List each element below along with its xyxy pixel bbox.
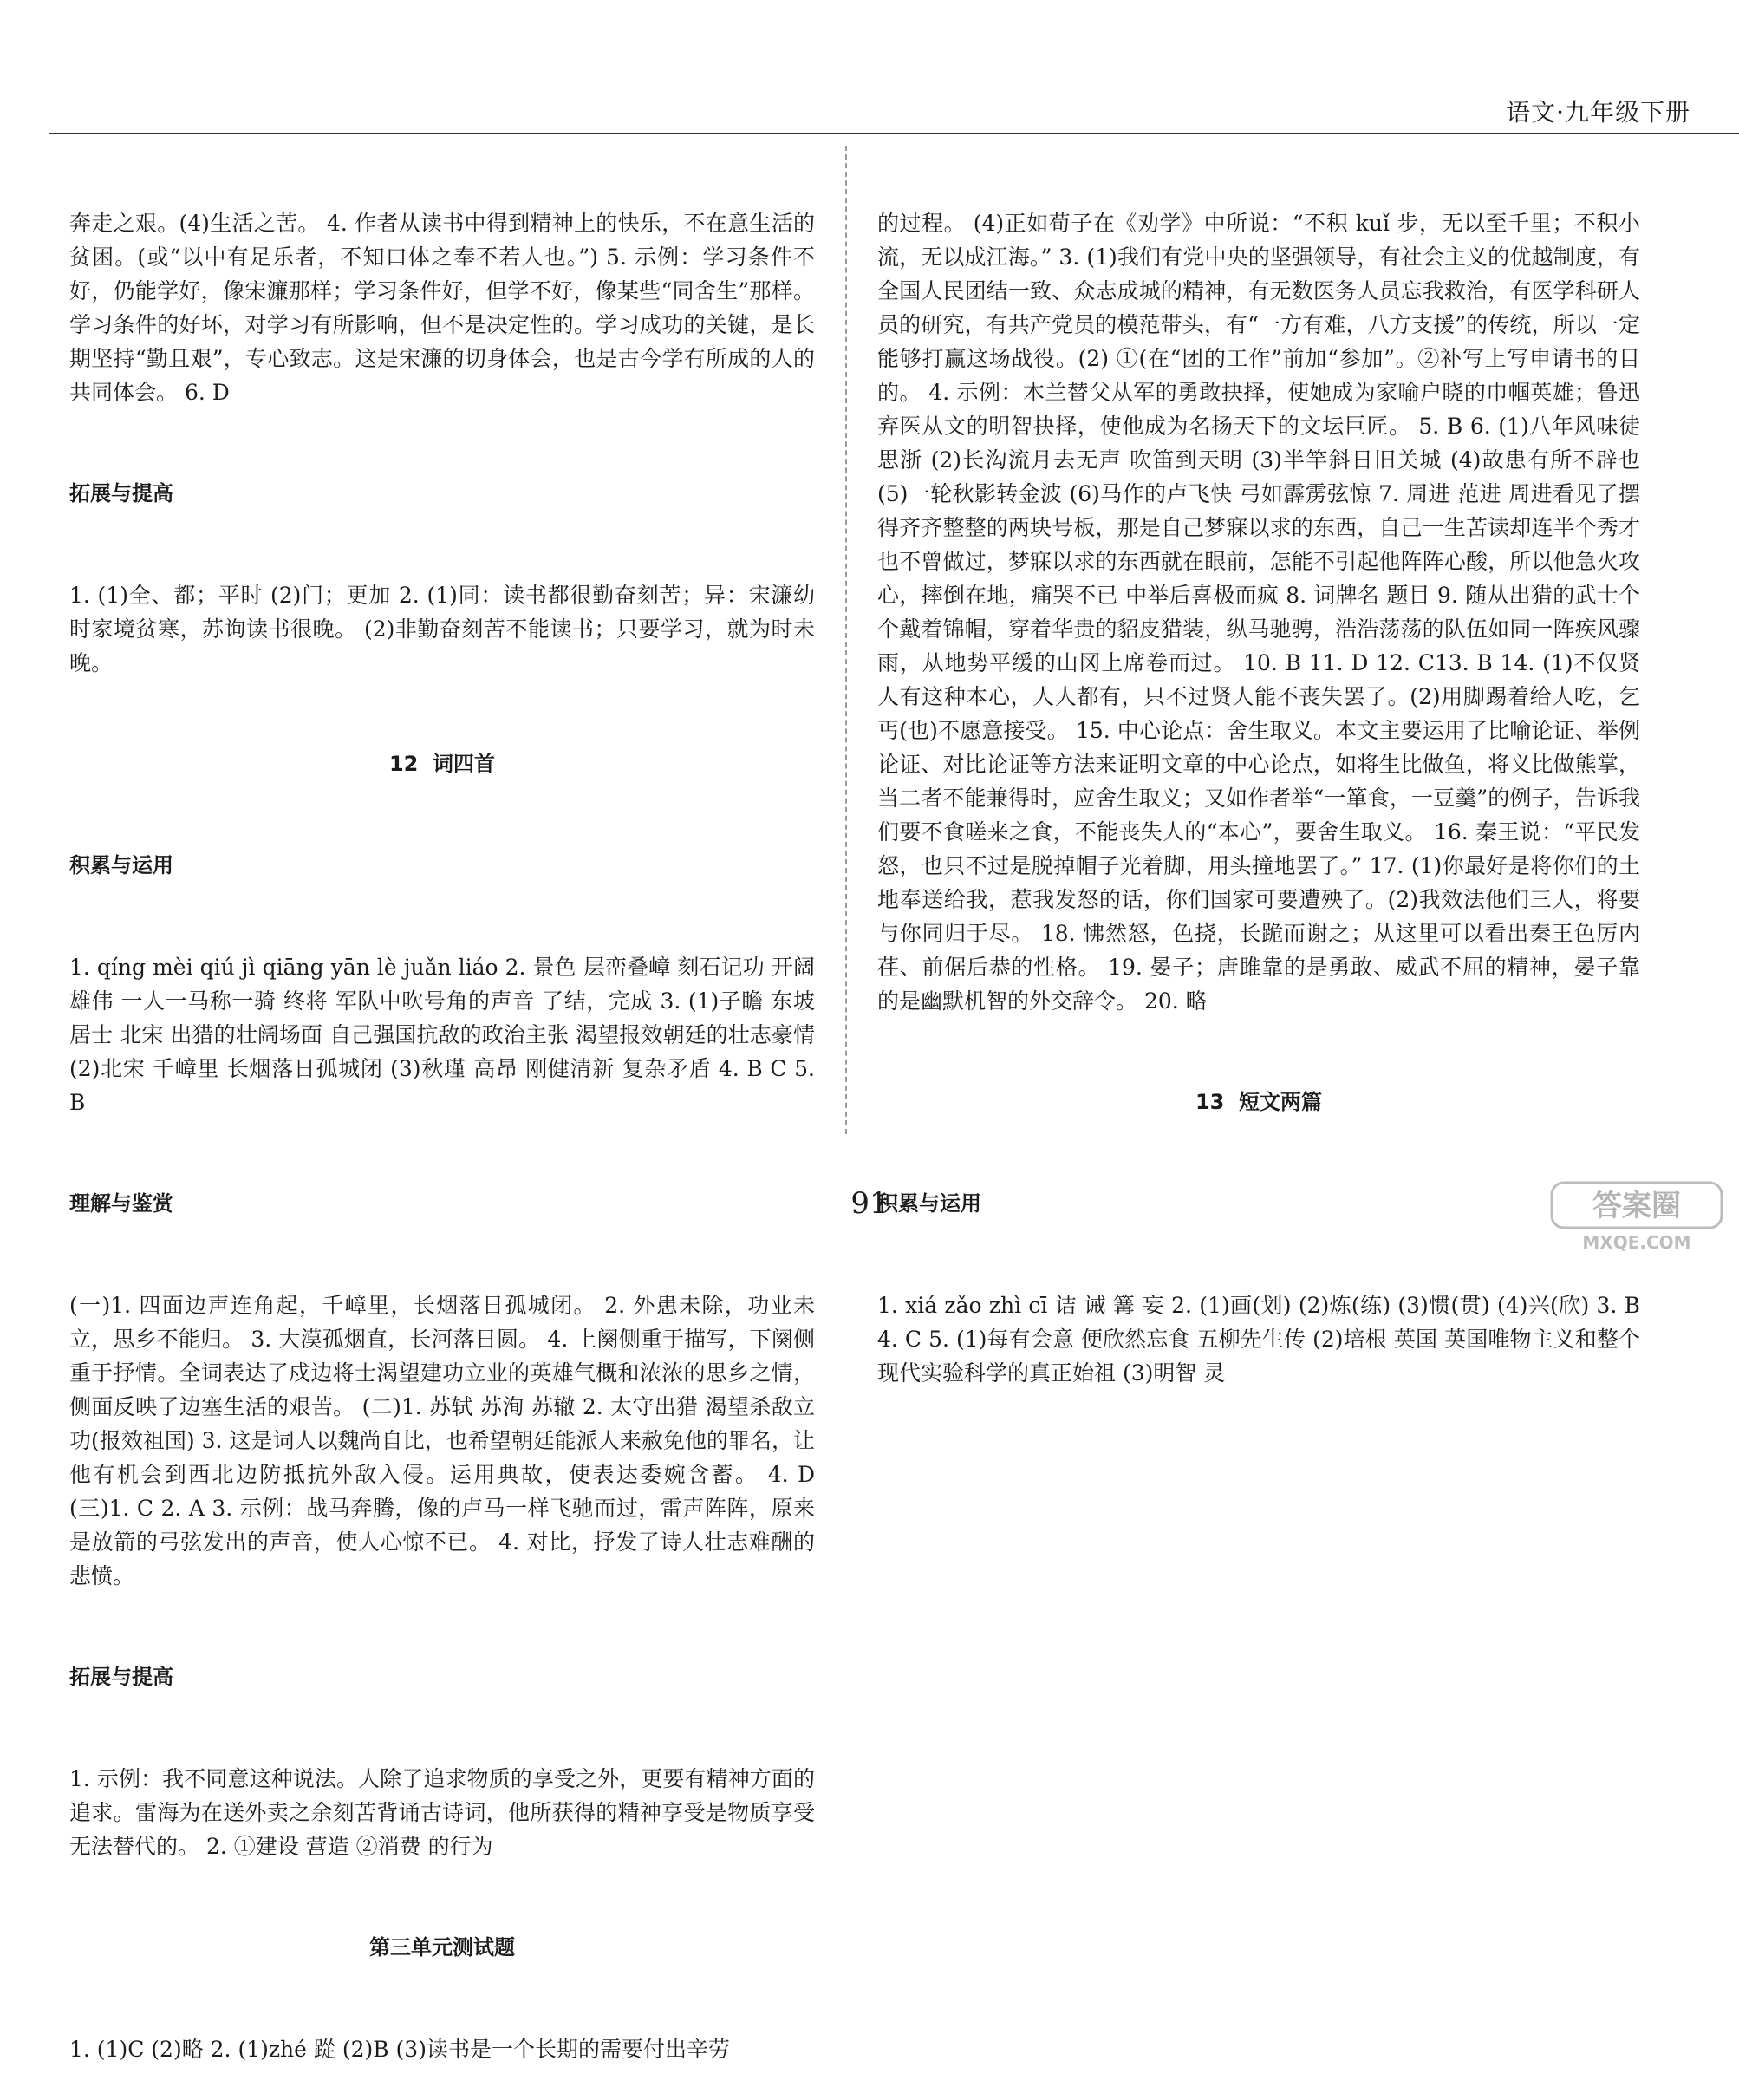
section-heading: 积累与运用 (877, 1191, 981, 1216)
section-heading: 拓展与提高 (69, 481, 173, 505)
answer-paragraph: 奔走之艰。(4)生活之苦。 4. 作者从读书中得到精神上的快乐，不在意生活的贫困。(或“以中有足乐者，不知口体之奉不若人也。”) 5. 示例：学习条件不好，仍能学好，像宋濂那样；学习条件好，但学不好，像某些“同舍生”那样。学习条件的好坏，对学习有所影响，但不是决定性的。学习成功的关键，是长期坚持“勤且艰”，专心致志。这是宋濂的切身体会，也是古今学有所成的人的共同体会。 6. D (69, 211, 815, 405)
answer-paragraph: (一)1. 四面边声连角起，千嶂里，长烟落日孤城闭。 2. 外患未除，功业未立，思乡不能归。 3. 大漠孤烟直，长河落日圆。 4. 上阕侧重于描写，下阕侧重于抒情。全词表达了戍边将士渴望建功立业的英雄气概和浓浓的思乡之情，侧面反映了边塞生活的艰苦。 (二)1. 苏轼 苏洵 苏辙 2. 太守出猎 渴望杀敌立功(报效祖国) 3. 这是词人以魏尚自比，也希望朝廷能派人来赦免他的罪名，让他有机会到西北边防抵抗外敌入侵。运用典故，使表达委婉含蓄。 4. D (三)1. C 2. A 3. 示例：战马奔腾，像的卢马一样飞驰而过，雷声阵阵，原来是放箭的弓弦发出的声音，使人心惊不已。 4. 对比，抒发了诗人壮志难酬的悲愤。 (69, 1293, 822, 1588)
watermark-url: MXQE.COM (1582, 1232, 1691, 1253)
section-heading: 拓展与提高 (69, 1665, 173, 1689)
section-heading: 积累与运用 (69, 853, 173, 877)
lesson-title: 13 短文两篇 (1195, 1090, 1323, 1114)
unit-test-title: 第三单元测试题 (369, 1935, 515, 1960)
answer-paragraph: 的过程。 (4)正如荀子在《劝学》中所说：“不积 kuǐ 步，无以至千里；不积小流，无以成江海。” 3. (1)我们有党中央的坚强领导，有社会主义的优越制度，有全国人民团结一致、众志成城的精神，有无数医务人员忘我救治，有医学科研人员的研究，有共产党员的模范带头，有“一方有难，八方支援”的传统，所以一定能够打赢这场战役。(2) ①(在“团的工作”前加“参加”。②补写上写申请书的目的。 4. 示例：木兰替父从军的勇敢抉择，使她成为家喻户晓的巾帼英雄；鲁迅弃医从文的明智抉择，使他成为名扬天下的文坛巨匠。 5. B 6. (1)八年风味徒思浙 (2)长沟流月去无声 吹笛到天明 (3)半竿斜日旧关城 (4)故患有所不辟也 (5)一轮秋影转金波 (6)马作的卢飞快 弓如霹雳弦惊 7. 周进 范进 周进看见了摆得齐齐整整的两块号板，那是自己梦寐以求的东西，自己一生苦读却连半个秀才也不曾做过，梦寐以求的东西就在眼前，怎能不引起他阵阵心酸，所以他急火攻心，摔倒在地，痛哭不已 中举后喜极而疯 8. 词牌名 题目 9. 随从出猎的武士个个戴着锦帽，穿着华贵的貂皮猎装，纵马驰骋，浩浩荡荡的队伍如同一阵疾风骤雨，从地势平缓的山冈上席卷而过。 10. B 11. D 12. C13. B 14. (1)不仅贤人有这种本心，人人都有，只不过贤人能不丧失罢了。(2)用脚踢着给人吃，乞丐(也)不愿意接受。 15. 中心论点：舍生取义。本文主要运用了比喻论证、举例论证、对比论证等方法来证明文章的中心论点，如将生比做鱼，将义比做熊掌，当二者不能兼得时，应舍生取义；又如作者举“一箪食，一豆羹”的例子，告诉我们要不食嗟来之食，不能丧失人的“本心”，要舍生取义。 16. 秦王说：“平民发怒，也只不过是脱掉帽子光着脚，用头撞地罢了。” 17. (1)你最好是将你们的土地奉送给我，惹我发怒的话，你们国家可要遭殃了。(2)我效法他们三人，将要与你同归于尽。 18. 怫然怒，色挠，长跪而谢之；从这里可以看出秦王色厉内荏、前倨后恭的性格。 19. 晏子；唐雎靠的是勇敢、威武不屈的精神，晏子靠的是幽默机智的外交辞令。 20. 略 (877, 211, 1647, 1014)
lesson-title: 12 词四首 (388, 752, 496, 776)
page-number: 91 (850, 1186, 889, 1221)
answer-paragraph: 1. xiá zǎo zhì cī 诘 诫 篝 妄 2. (1)画(划) (2)炼(练) (3)惯(贯) (4)兴(欣) 3. B 4. C 5. (1)每有会意 便欣然忘食 五柳先生传 (2)培根 英国 英国唯物主义和整个现代实验科学的真正始祖 (3)明智 灵 (877, 1293, 1647, 1386)
watermark-logo-text: 答案圈 (1592, 1189, 1681, 1223)
answer-paragraph: 1. (1)全、都；平时 (2)门；更加 2. (1)同：读书都很勤奋刻苦；异：宋濂幼时家境贫寒，苏询读书很晚。 (2)非勤奋刻苦不能读书；只要学习，就为时未晚。 (69, 583, 815, 675)
header-rule (49, 133, 1739, 134)
column-divider (845, 146, 847, 1134)
answer-paragraph: 1. qíng mèi qiú jì qiāng yān lè juǎn liáo 2. 景色 层峦叠嶂 刻石记功 开阔雄伟 一人一马称一骑 终将 军队中吹号角的声音 了结，完成 3. (1)子瞻 东坡居士 北宋 出猎的壮阔场面 自己强国抗敌的政治主张 渴望报效朝廷的壮志豪情 (2)北宋 千嶂里 长烟落日孤城闭 (3)秋瑾 高昂 刚健清新 复杂矛盾 4. B C 5. B (69, 955, 822, 1115)
right-column (877, 139, 1647, 1424)
page-header-title: 语文·九年级下册 (1506, 98, 1690, 127)
answer-paragraph: 1. (1)C (2)略 2. (1)zhé 踨 (2)B (3)读书是一个长期的需要付出辛劳 (69, 2037, 730, 2062)
answer-paragraph: 1. 示例：我不同意这种说法。人除了追求物质的享受之外，更要有精神方面的追求。雷海为在送外卖之余刻苦背诵古诗词，他所获得的精神享受是物质享受无法替代的。 2. ①建设 营造 ②消费 的行为 (69, 1766, 815, 1859)
section-heading: 理解与鉴赏 (69, 1191, 173, 1216)
watermark-logo (1550, 1179, 1723, 1254)
left-column (69, 139, 822, 2100)
